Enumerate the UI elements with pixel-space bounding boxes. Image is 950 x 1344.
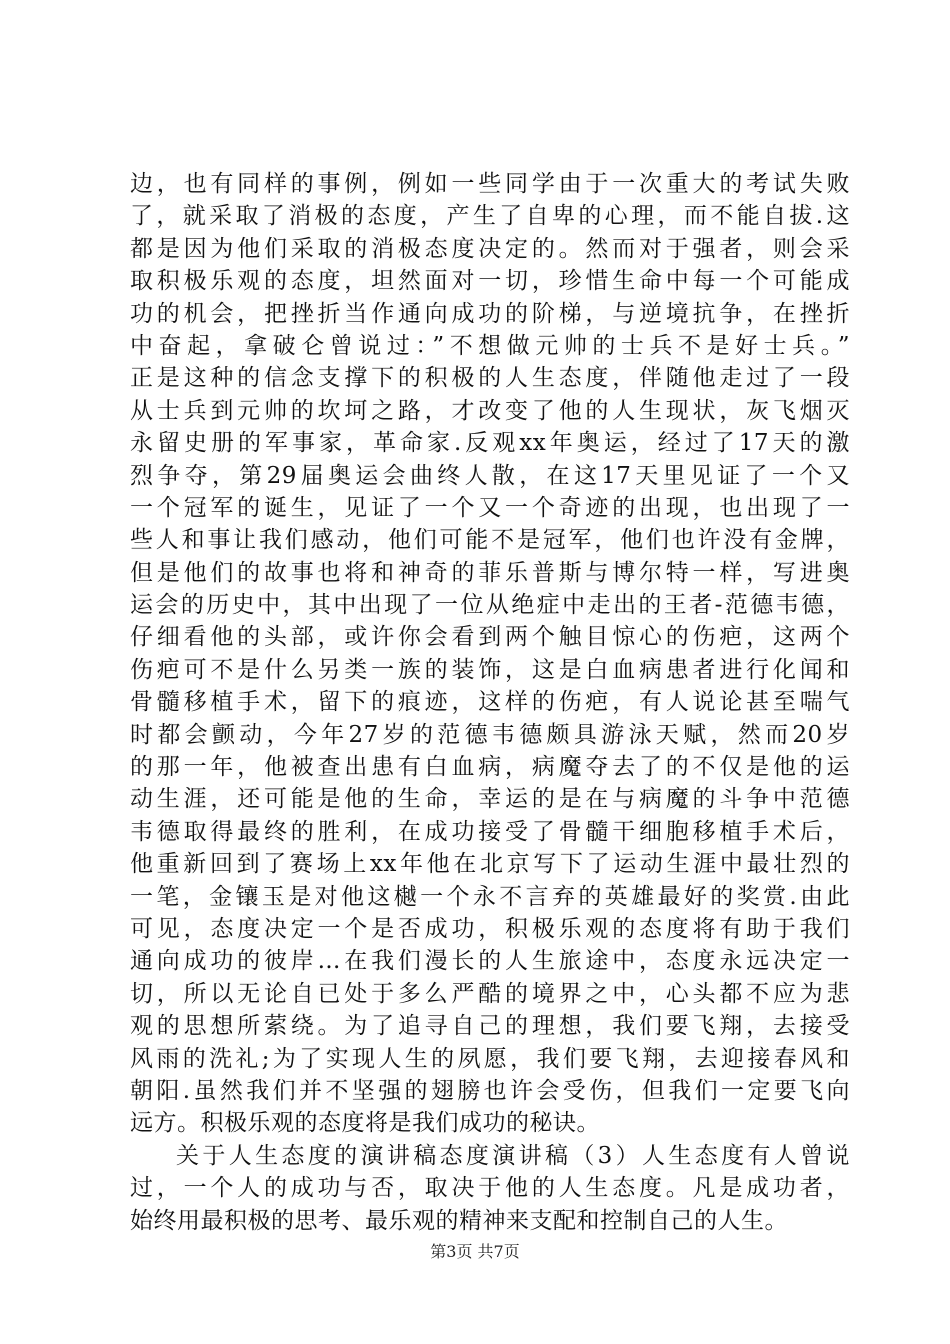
page-footer: 第3页 共7页 <box>430 1242 520 1261</box>
text-line: 了，就采取了消极的态度，产生了自卑的心理，而不能自拔.这 <box>130 203 850 230</box>
text-line: 关于人生态度的演讲稿态度演讲稿（3）人生态度有人曾说 <box>176 1142 850 1169</box>
text-line: 始终用最积极的思考、最乐观的精神来支配和控制自己的人生。 <box>130 1207 788 1234</box>
text-line: 骨髓移植手术，留下的痕迹，这样的伤疤，有人说论甚至喘气 <box>130 689 850 716</box>
paragraph <box>130 1140 850 1237</box>
text-line: 中奋起，拿破仑曾说过：”不想做元帅的士兵不是好士兵。” <box>130 332 850 359</box>
text-line: 一笔，金镶玉是对他这樾一个永不言弃的英雄最好的奖赏.由此 <box>130 883 850 910</box>
body-text <box>130 168 850 1237</box>
text-line: 仔细看他的头部，或许你会看到两个触目惊心的伤疤，这两个 <box>130 624 850 651</box>
text-line: 他重新回到了赛场上xx年他在北京写下了运动生涯中最壮烈的 <box>130 851 850 878</box>
text-line: 但是他们的故事也将和神奇的菲乐普斯与博尔特一样，写进奥 <box>130 559 850 586</box>
text-line: 观的思想所萦绕。为了追寻自己的理想，我们要飞翔，去接受 <box>130 1013 850 1040</box>
text-line: 都是因为他们采取的消极态度决定的。然而对于强者，则会采 <box>130 235 850 262</box>
text-line: 动生涯，还可能是他的生命，幸运的是在与病魔的斗争中范德 <box>130 786 850 813</box>
text-line: 一个冠军的诞生，见证了一个又一个奇迹的出现，也出现了一 <box>130 494 850 521</box>
text-line: 的那一年，他被查出患有白血病，病魔夺去了的不仅是他的运 <box>130 754 850 781</box>
text-line: 远方。积极乐观的态度将是我们成功的秘诀。 <box>130 1110 600 1137</box>
text-line: 时都会颤动，今年27岁的范德韦德颇具游泳天赋，然而20岁 <box>130 721 850 748</box>
text-line: 韦德取得最终的胜利，在成功接受了骨髓干细胞移植手术后， <box>130 818 850 845</box>
text-line: 运会的历史中，其中出现了一位从绝症中走出的王者-范德韦德， <box>130 592 850 619</box>
text-line: 可见，态度决定一个是否成功，积极乐观的态度将有助于我们 <box>130 915 850 942</box>
text-line: 风雨的洗礼;为了实现人生的夙愿，我们要飞翔，去迎接春风和 <box>130 1045 850 1072</box>
text-line: 些人和事让我们感动，他们可能不是冠军，他们也许没有金牌， <box>130 527 850 554</box>
text-line: 通向成功的彼岸…在我们漫长的人生旅途中，态度永远决定一 <box>130 948 850 975</box>
text-line: 边，也有同样的事例，例如一些同学由于一次重大的考试失败 <box>130 171 850 197</box>
text-line: 从士兵到元帅的坎坷之路，才改变了他的人生现状，灰飞烟灭 <box>130 397 850 424</box>
paragraph <box>130 168 850 1140</box>
text-line: 烈争夺，第29届奥运会曲终人散，在这17天里见证了一个又 <box>130 462 850 489</box>
text-line: 切，所以无论自已处于多么严酷的境界之中，心头都不应为悲 <box>130 980 850 1007</box>
text-line: 正是这种的信念支撑下的积极的人生态度，伴随他走过了一段 <box>130 365 850 392</box>
text-line: 过，一个人的成功与否，取决于他的人生态度。凡是成功者， <box>130 1175 850 1202</box>
text-line: 伤疤可不是什么另类一族的装饰，这是白血病患者进行化闻和 <box>130 656 850 683</box>
text-line: 永留史册的军事家，革命家.反观xx年奥运，经过了17天的激 <box>130 430 850 457</box>
text-line: 取积极乐观的态度，坦然面对一切，珍惜生命中每一个可能成 <box>130 268 850 295</box>
text-line: 朝阳.虽然我们并不坚强的翅膀也许会受伤，但我们一定要飞向 <box>130 1077 850 1104</box>
text-line: 功的机会，把挫折当作通向成功的阶梯，与逆境抗争，在挫折 <box>130 300 850 327</box>
